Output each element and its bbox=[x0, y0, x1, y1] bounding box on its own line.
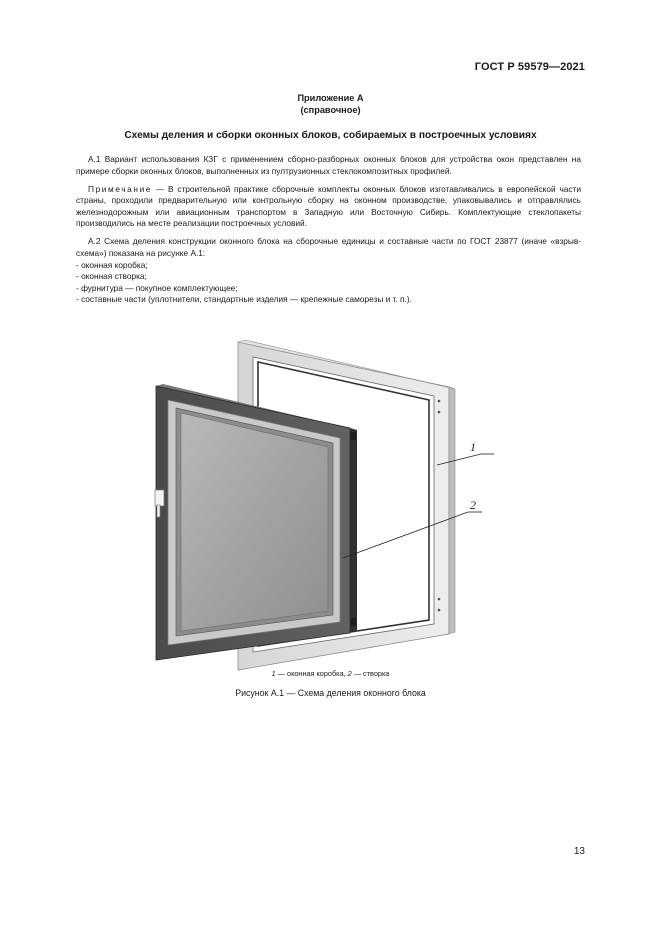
paragraph-a2: А.2 Схема деления конструкции оконного блока на сборочные единицы и составные части по ГОСТ 23877 (иначе «взрыв-схема») показана на рисунке А.1: bbox=[76, 236, 581, 258]
paragraph-a1-text: А.1 Вариант использования КЗГ с применением сборно-разборных оконных блоков для устройства окон представлен на примере сборки оконных блоков, выполненных из пултрузионных стеклокомпозитных профилей. bbox=[76, 154, 581, 176]
legend-text-2: — створка bbox=[351, 669, 390, 678]
annex-heading bbox=[0, 92, 661, 116]
window-sash bbox=[155, 384, 357, 660]
list-item: - оконная створка; bbox=[76, 271, 147, 282]
window-exploded-figure bbox=[0, 330, 661, 675]
list-item: - фурнитура — покупное комплектующее; bbox=[76, 282, 238, 293]
paragraph-a1 bbox=[76, 154, 581, 177]
component-list bbox=[76, 260, 581, 306]
callout-label-1: 1 bbox=[470, 440, 476, 454]
legend-number-2: 2 bbox=[347, 669, 352, 678]
annex-title: Приложение А bbox=[297, 93, 364, 103]
legend-number-1: 1 bbox=[271, 669, 276, 678]
note-text: — В строительной практике сборочные комплекты оконных блоков изготавливались в европейской части страны, проходили предварительную или контрольную сборку на оконном производстве, упаковывались и отправлялись железнодорожным или авиационным транспортом в Западную или Восточную Сибирь. Комплектующие стеклопакеты производились на месте реализации построечных условий. bbox=[76, 183, 581, 229]
list-item: - составные части (уплотнители, стандартные изделия — крепежные саморезы и т. п.). bbox=[76, 294, 412, 305]
annex-type: (справочное) bbox=[300, 105, 361, 115]
legend-text-1: — оконная коробка, bbox=[275, 669, 348, 678]
list-item: - оконная коробка; bbox=[76, 259, 148, 270]
document-code: ГОСТ Р 59579—2021 bbox=[474, 61, 585, 73]
callout-label-2: 2 bbox=[470, 498, 476, 512]
body-text bbox=[76, 154, 581, 306]
note-label: Примечание bbox=[88, 183, 153, 194]
page-number: 13 bbox=[573, 846, 585, 857]
section-title: Схемы деления и сборки оконных блоков, собираемых в построечных условиях bbox=[124, 130, 537, 141]
note-paragraph bbox=[76, 184, 581, 230]
figure-legend bbox=[0, 669, 661, 678]
figure-caption: Рисунок А.1 — Схема деления оконного блока bbox=[235, 688, 426, 698]
